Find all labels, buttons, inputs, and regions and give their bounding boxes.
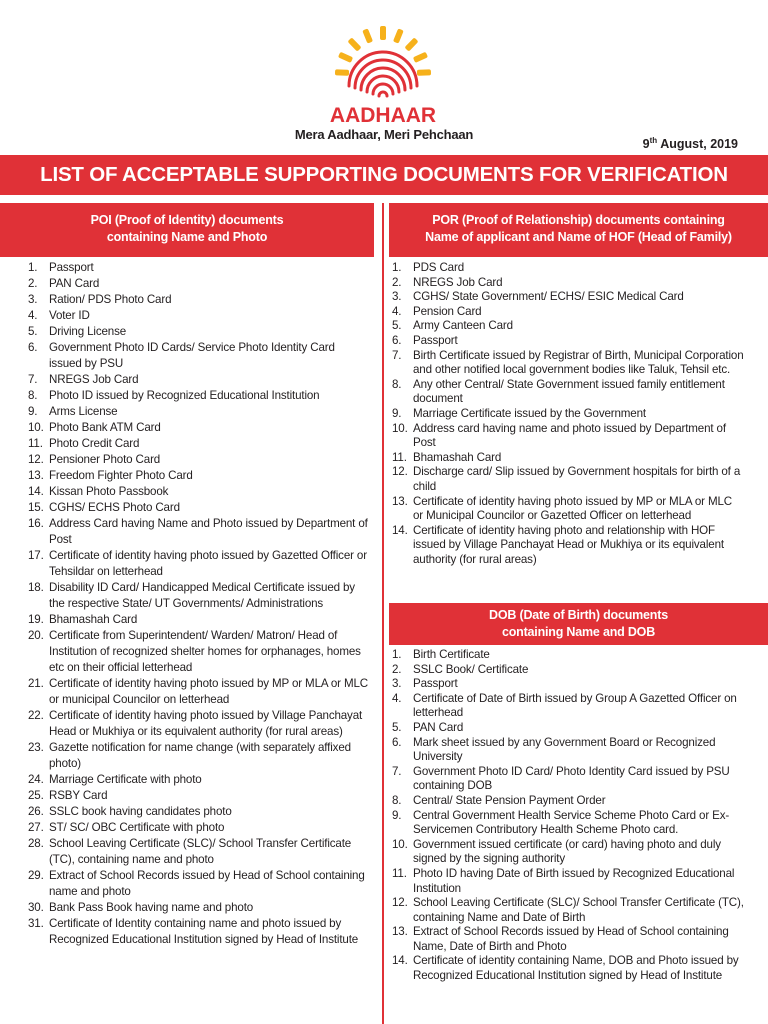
list-item-text: Marriage Certificate with photo bbox=[49, 773, 202, 786]
list-item-text: SSLC Book/ Certificate bbox=[413, 662, 529, 676]
list-item bbox=[28, 676, 368, 708]
list-item bbox=[392, 794, 744, 809]
list-item-number: 21. bbox=[28, 677, 44, 690]
list-item-text: Freedom Fighter Photo Card bbox=[49, 469, 193, 482]
poi-heading: POI (Proof of Identity) documents containing Name and Photo bbox=[0, 203, 374, 257]
list-item bbox=[28, 468, 368, 484]
list-item bbox=[392, 334, 744, 349]
document-date: 9th August, 2019 bbox=[642, 136, 738, 152]
list-item-text: Marriage Certificate issued by the Government bbox=[413, 406, 646, 420]
list-item bbox=[28, 820, 368, 836]
list-item-text: Certificate of identity having photo and relationship with HOF issued by Village Panchayat Head or Mukhiya or its equivalent authority (for rural areas) bbox=[413, 523, 724, 566]
list-item bbox=[28, 804, 368, 820]
list-item-number: 11. bbox=[392, 866, 407, 880]
list-item-number: 8. bbox=[392, 793, 402, 807]
list-item-text: Passport bbox=[413, 677, 458, 691]
list-item bbox=[392, 407, 744, 422]
list-item-text: Photo Credit Card bbox=[49, 437, 140, 450]
por-list bbox=[392, 261, 744, 567]
list-item bbox=[28, 516, 368, 548]
list-item-number: 30. bbox=[28, 901, 44, 914]
list-item-number: 17. bbox=[28, 549, 44, 562]
list-item-text: PDS Card bbox=[413, 261, 464, 274]
list-item bbox=[392, 736, 744, 765]
list-item bbox=[28, 628, 368, 676]
list-item-text: Gazette notification for name change (with separately affixed photo) bbox=[49, 741, 351, 770]
list-item-number: 7. bbox=[392, 348, 402, 362]
list-item bbox=[28, 388, 368, 404]
aadhaar-logo bbox=[318, 22, 448, 130]
list-item-number: 2. bbox=[28, 277, 38, 290]
list-item bbox=[392, 349, 744, 378]
list-item-text: Discharge card/ Slip issued by Government hospitals for birth of a child bbox=[413, 465, 741, 493]
list-item-text: Address Card having Name and Photo issued by Department of Post bbox=[49, 517, 368, 546]
list-item-number: 3. bbox=[392, 677, 402, 691]
list-item-number: 10. bbox=[392, 837, 408, 851]
list-item-number: 1. bbox=[392, 261, 402, 274]
list-item-text: Bhamashah Card bbox=[49, 613, 138, 626]
list-item-number: 7. bbox=[28, 373, 38, 386]
page-title: LIST OF ACCEPTABLE SUPPORTING DOCUMENTS FOR VERIFICATION bbox=[0, 155, 768, 195]
list-item-text: NREGS Job Card bbox=[49, 373, 139, 386]
list-item-number: 4. bbox=[392, 691, 402, 705]
list-item-number: 9. bbox=[28, 405, 38, 418]
list-item bbox=[392, 422, 744, 451]
dob-heading: DOB (Date of Birth) documents containing Name and DOB bbox=[389, 603, 768, 645]
list-item-text: NREGS Job Card bbox=[413, 275, 503, 289]
list-item-number: 23. bbox=[28, 741, 44, 754]
list-item bbox=[28, 452, 368, 468]
list-item-text: SSLC book having candidates photo bbox=[49, 805, 232, 818]
list-item-text: Driving License bbox=[49, 325, 127, 338]
list-item bbox=[28, 292, 368, 308]
list-item-number: 10. bbox=[28, 421, 44, 434]
list-item-number: 12. bbox=[392, 465, 408, 479]
list-item-text: Certificate of identity having photo issued by Gazetted Officer or Tehsildar on letterhead bbox=[49, 549, 367, 578]
list-item bbox=[392, 378, 744, 407]
list-item-text: Certificate of identity having photo issued by MP or MLA or MLC or municipal Councilor on letterhead bbox=[49, 677, 368, 706]
list-item-number: 5. bbox=[392, 720, 402, 734]
list-item bbox=[28, 740, 368, 772]
list-item-text: Army Canteen Card bbox=[413, 319, 513, 333]
list-item-number: 8. bbox=[28, 389, 38, 402]
list-item bbox=[392, 524, 744, 568]
list-item bbox=[28, 612, 368, 628]
list-item-text: Bhamashah Card bbox=[413, 450, 502, 464]
list-item bbox=[28, 580, 368, 612]
list-item bbox=[28, 788, 368, 804]
list-item-text: Any other Central/ State Government issued family entitlement document bbox=[413, 377, 725, 406]
list-item-number: 26. bbox=[28, 805, 44, 818]
list-item-number: 6. bbox=[392, 735, 402, 749]
list-item bbox=[28, 484, 368, 500]
list-item-number: 3. bbox=[392, 290, 402, 304]
list-item-text: Certificate from Superintendent/ Warden/ Matron/ Head of Institution of recognized shelter homes for orphanages, homes etc on their official letterhead bbox=[49, 629, 361, 674]
list-item-text: Birth Certificate issued by Registrar of Birth, Municipal Corporation and other notified local government bodies like Taluk, Tehsil etc. bbox=[413, 348, 744, 377]
list-item-number: 12. bbox=[392, 896, 408, 910]
list-item-text: PAN Card bbox=[49, 277, 100, 290]
list-item-text: Voter ID bbox=[49, 309, 90, 322]
list-item bbox=[28, 500, 368, 516]
fingerprint-icon bbox=[349, 52, 417, 96]
list-item bbox=[28, 340, 368, 372]
list-item-number: 10. bbox=[392, 421, 408, 435]
column-divider bbox=[382, 203, 384, 1024]
list-item-number: 16. bbox=[28, 517, 44, 530]
list-item-number: 1. bbox=[392, 648, 402, 661]
list-item-number: 5. bbox=[28, 325, 38, 338]
list-item bbox=[392, 896, 744, 925]
list-item-number: 13. bbox=[392, 925, 408, 939]
list-item-number: 4. bbox=[392, 304, 402, 318]
list-item-text: Address card having name and photo issued by Department of Post bbox=[413, 421, 726, 450]
list-item-text: Government Photo ID Card/ Photo Identity Card issued by PSU containing DOB bbox=[413, 764, 730, 793]
list-item bbox=[28, 772, 368, 788]
poi-list bbox=[28, 260, 368, 948]
list-item-text: Central/ State Pension Payment Order bbox=[413, 793, 606, 807]
list-item-text: PAN Card bbox=[413, 720, 464, 734]
list-item-number: 9. bbox=[392, 406, 402, 420]
list-item bbox=[392, 465, 744, 494]
list-item-number: 1. bbox=[28, 261, 38, 274]
list-item-text: CGHS/ State Government/ ECHS/ ESIC Medical Card bbox=[413, 290, 684, 304]
list-item-number: 14. bbox=[392, 954, 408, 968]
list-item-text: ST/ SC/ OBC Certificate with photo bbox=[49, 821, 225, 834]
list-item bbox=[28, 260, 368, 276]
list-item bbox=[392, 765, 744, 794]
list-item-number: 11. bbox=[392, 450, 407, 464]
list-item bbox=[392, 276, 744, 291]
tagline: Mera Aadhaar, Meri Pehchaan bbox=[294, 127, 474, 142]
list-item-text: Government issued certificate (or card) having photo and duly signed by the signing authority bbox=[413, 837, 721, 866]
list-item-number: 3. bbox=[28, 293, 38, 306]
list-item bbox=[392, 954, 744, 983]
list-item-text: Arms License bbox=[49, 405, 118, 418]
list-item-number: 6. bbox=[28, 341, 38, 354]
list-item bbox=[28, 308, 368, 324]
list-item-text: Passport bbox=[49, 261, 94, 274]
list-item bbox=[392, 721, 744, 736]
list-item bbox=[392, 809, 744, 838]
list-item-text: Photo ID having Date of Birth issued by Recognized Educational Institution bbox=[413, 866, 735, 895]
list-item-number: 13. bbox=[28, 469, 44, 482]
list-item-number: 22. bbox=[28, 709, 44, 722]
list-item-number: 25. bbox=[28, 789, 44, 802]
list-item-number: 14. bbox=[28, 485, 44, 498]
list-item bbox=[28, 900, 368, 916]
list-item bbox=[392, 692, 744, 721]
list-item-text: Kissan Photo Passbook bbox=[49, 485, 169, 498]
list-item-number: 7. bbox=[392, 764, 402, 778]
list-item-number: 2. bbox=[392, 275, 402, 289]
list-item bbox=[28, 548, 368, 580]
list-item bbox=[392, 495, 744, 524]
list-item-text: Certificate of identity having photo issued by Village Panchayat Head or Mukhiya or its equivalent authority (for rural areas) bbox=[49, 709, 363, 738]
list-item-number: 29. bbox=[28, 869, 44, 882]
list-item-number: 11. bbox=[28, 437, 43, 450]
list-item bbox=[392, 648, 744, 663]
list-item bbox=[392, 305, 744, 320]
list-item bbox=[28, 276, 368, 292]
list-item-number: 28. bbox=[28, 837, 44, 850]
list-item-text: Pension Card bbox=[413, 304, 482, 318]
list-item bbox=[28, 436, 368, 452]
list-item bbox=[28, 708, 368, 740]
list-item bbox=[28, 868, 368, 900]
list-item-text: Government Photo ID Cards/ Service Photo Identity Card issued by PSU bbox=[49, 341, 335, 370]
list-item-text: Certificate of identity having photo issued by MP or MLA or MLC or Municipal Councilor or Gazetted Officer on letterhead bbox=[413, 494, 732, 523]
list-item-number: 5. bbox=[392, 319, 402, 333]
list-item-text: Mark sheet issued by any Government Board or Recognized University bbox=[413, 735, 716, 764]
list-item-number: 27. bbox=[28, 821, 44, 834]
list-item-number: 9. bbox=[392, 808, 402, 822]
por-heading: POR (Proof of Relationship) documents containing Name of applicant and Name of HOF (Head of Family) bbox=[389, 203, 768, 257]
list-item-text: School Leaving Certificate (SLC)/ School Transfer Certificate (TC), containing name and photo bbox=[49, 837, 352, 866]
list-item-number: 15. bbox=[28, 501, 44, 514]
list-item-number: 4. bbox=[28, 309, 38, 322]
list-item-number: 8. bbox=[392, 377, 402, 391]
list-item-text: Disability ID Card/ Handicapped Medical Certificate issued by the respective State/ UT Governments/ Administrations bbox=[49, 581, 355, 610]
list-item bbox=[392, 319, 744, 334]
list-item bbox=[392, 838, 744, 867]
list-item-number: 2. bbox=[392, 662, 402, 676]
list-item-number: 6. bbox=[392, 333, 402, 347]
list-item bbox=[392, 677, 744, 692]
list-item bbox=[392, 867, 744, 896]
list-item bbox=[392, 451, 744, 466]
list-item bbox=[28, 404, 368, 420]
list-item-text: Certificate of Identity containing name and photo issued by Recognized Educational Institution signed by Head of Institute bbox=[49, 917, 359, 946]
list-item-text: Passport bbox=[413, 333, 458, 347]
list-item-number: 31. bbox=[28, 917, 44, 930]
list-item-number: 20. bbox=[28, 629, 44, 642]
dob-list bbox=[392, 648, 744, 984]
list-item-text: RSBY Card bbox=[49, 789, 108, 802]
list-item bbox=[392, 663, 744, 678]
list-item-text: Photo ID issued by Recognized Educational Institution bbox=[49, 389, 320, 402]
list-item bbox=[28, 372, 368, 388]
list-item-text: Bank Pass Book having name and photo bbox=[49, 901, 254, 914]
list-item-text: Ration/ PDS Photo Card bbox=[49, 293, 172, 306]
list-item-number: 24. bbox=[28, 773, 44, 786]
list-item bbox=[392, 925, 744, 954]
list-item bbox=[28, 324, 368, 340]
list-item bbox=[28, 420, 368, 436]
list-item bbox=[28, 836, 368, 868]
list-item-text: Pensioner Photo Card bbox=[49, 453, 161, 466]
list-item bbox=[392, 261, 744, 276]
list-item-number: 14. bbox=[392, 523, 408, 537]
list-item-text: School Leaving Certificate (SLC)/ School Transfer Certificate (TC), containing Name and Date of Birth bbox=[413, 896, 744, 924]
list-item-number: 19. bbox=[28, 613, 44, 626]
list-item bbox=[28, 916, 368, 948]
list-item-text: Certificate of identity containing Name, DOB and Photo issued by Recognized Educational Institution signed by Head of Institute bbox=[413, 954, 739, 983]
list-item-number: 12. bbox=[28, 453, 44, 466]
list-item-text: Extract of School Records issued by Head of School containing name and photo bbox=[49, 869, 365, 898]
list-item-text: Birth Certificate bbox=[413, 648, 490, 661]
list-item-text: CGHS/ ECHS Photo Card bbox=[49, 501, 180, 514]
list-item-text: Central Government Health Service Scheme Photo Card or Ex-Servicemen Contributory Health Scheme Photo card. bbox=[413, 808, 730, 837]
list-item-text: Certificate of Date of Birth issued by Group A Gazetted Officer on letterhead bbox=[413, 691, 737, 720]
list-item-text: Extract of School Records issued by Head of School containing Name, Date of Birth and Photo bbox=[413, 925, 729, 953]
list-item-text: Photo Bank ATM Card bbox=[49, 421, 161, 434]
list-item-number: 13. bbox=[392, 494, 408, 508]
list-item bbox=[392, 290, 744, 305]
list-item-number: 18. bbox=[28, 581, 44, 594]
logo-wordmark: AADHAAR bbox=[329, 104, 437, 127]
